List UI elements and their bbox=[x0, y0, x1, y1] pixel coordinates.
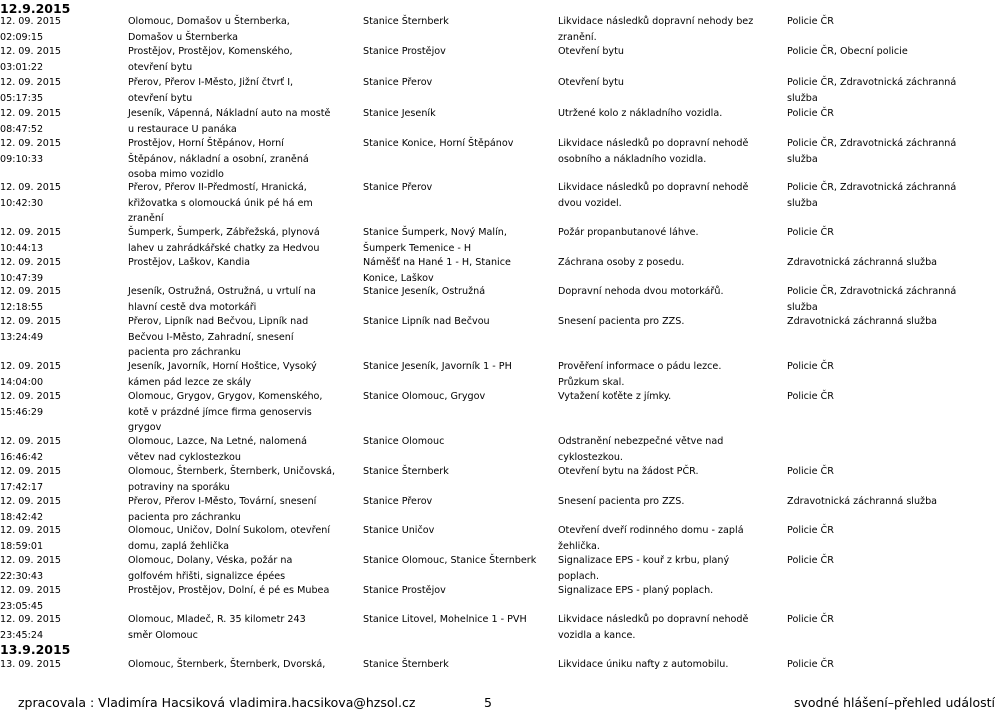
event-datetime: 12. 09. 2015 bbox=[0, 525, 62, 536]
event-units: Policie ČR bbox=[787, 525, 834, 536]
event-station: Stanice Lipník nad Bečvou bbox=[363, 316, 490, 327]
event-location: křižovatka s olomoucká únik pé há em bbox=[128, 197, 313, 209]
event-location: Olomouc, Grygov, Grygov, Komenského, bbox=[128, 391, 323, 402]
event-station: Stanice Prostějov bbox=[363, 585, 446, 596]
event-location: zranění bbox=[128, 213, 164, 224]
event-description: Likvidace následků po dopravní nehodě bbox=[558, 138, 749, 149]
event-datetime: 12. 09. 2015 bbox=[0, 138, 62, 149]
event-location: otevření bytu bbox=[128, 61, 193, 73]
event-units: Zdravotnická záchranná služba bbox=[787, 316, 938, 327]
event-station: Stanice Litovel, Mohelnice 1 - PVH bbox=[363, 614, 527, 625]
event-location: Olomouc, Šternberk, Šternberk, Uničovská, bbox=[128, 466, 336, 477]
event-datetime: 16:46:42 bbox=[0, 451, 44, 463]
event-datetime: 03:01:22 bbox=[0, 61, 44, 73]
event-station: Stanice Šternberk bbox=[363, 659, 449, 670]
event-units: Policie ČR, Zdravotnická záchranná bbox=[787, 77, 957, 88]
event-location: Bečvou I-Město, Zahradní, snesení bbox=[128, 331, 294, 343]
event-units: Zdravotnická záchranná služba bbox=[787, 257, 938, 268]
event-description: Likvidace následků po dopravní nehodě bbox=[558, 182, 749, 193]
event-location: Domašov u Šternberka bbox=[128, 31, 239, 43]
event-location: kámen pád lezce ze skály bbox=[128, 376, 252, 388]
event-description: Likvidace úniku nafty z automobilu. bbox=[558, 659, 729, 670]
event-datetime: 12. 09. 2015 bbox=[0, 436, 62, 447]
event-description: Likvidace následků po dopravní nehodě bbox=[558, 614, 749, 625]
event-units: Policie ČR, Obecní policie bbox=[787, 46, 908, 57]
event-datetime: 12:18:55 bbox=[0, 301, 44, 313]
event-datetime: 10:44:13 bbox=[0, 242, 44, 254]
event-datetime: 12. 09. 2015 bbox=[0, 108, 62, 119]
event-station: Stanice Jeseník, Ostružná bbox=[363, 286, 486, 297]
event-datetime: 17:42:17 bbox=[0, 481, 44, 493]
event-location: Jeseník, Vápenná, Nákladní auto na mostě bbox=[128, 108, 331, 119]
event-location: golfovém hřišti, signalizce épées bbox=[128, 570, 286, 582]
event-station: Stanice Olomouc, Stanice Šternberk bbox=[363, 555, 537, 566]
event-units: Policie ČR bbox=[787, 659, 834, 670]
event-description: zranění. bbox=[558, 31, 597, 43]
event-description: Signalizace EPS - kouř z krbu, planý bbox=[558, 555, 730, 566]
event-datetime: 13. 09. 2015 bbox=[0, 659, 62, 670]
event-station: Stanice Šternberk bbox=[363, 466, 449, 477]
event-station: Stanice Jeseník, Javorník 1 - PH bbox=[363, 361, 512, 372]
event-location: Přerov, Lipník nad Bečvou, Lipník nad bbox=[128, 316, 309, 327]
event-location: Prostějov, Horní Štěpánov, Horní bbox=[128, 138, 284, 149]
event-datetime: 12. 09. 2015 bbox=[0, 361, 62, 372]
event-location: Olomouc, Lazce, Na Letné, nalomená bbox=[128, 436, 308, 447]
event-location: potraviny na sporáku bbox=[128, 481, 230, 493]
event-description: Požár propanbutanové láhve. bbox=[558, 227, 699, 238]
event-station: Stanice Přerov bbox=[363, 182, 433, 193]
footer-report-title: svodné hlášení–přehled událostí bbox=[794, 695, 995, 710]
event-description: žehlička. bbox=[558, 540, 600, 552]
event-datetime: 23:05:45 bbox=[0, 600, 44, 612]
event-datetime: 18:59:01 bbox=[0, 540, 44, 552]
event-station: Stanice Olomouc bbox=[363, 436, 445, 447]
event-station: Náměšť na Hané 1 - H, Stanice bbox=[363, 257, 511, 268]
event-units: Policie ČR bbox=[787, 16, 834, 27]
event-description: Signalizace EPS - planý poplach. bbox=[558, 585, 714, 596]
event-description: dvou vozidel. bbox=[558, 197, 622, 209]
event-units: služba bbox=[787, 92, 818, 104]
event-location: Přerov, Přerov II-Předmostí, Hranická, bbox=[128, 182, 307, 193]
event-station: Šumperk Temenice - H bbox=[363, 242, 472, 254]
event-location: Prostějov, Laškov, Kandia bbox=[128, 257, 250, 268]
event-datetime: 22:30:43 bbox=[0, 570, 44, 582]
event-datetime: 08:47:52 bbox=[0, 123, 44, 135]
event-location: pacienta pro záchranku bbox=[128, 347, 241, 358]
event-datetime: 14:04:00 bbox=[0, 376, 44, 388]
event-location: lahev u zahrádkářské chatky za Hedvou bbox=[128, 242, 320, 254]
event-units: Policie ČR bbox=[787, 227, 834, 238]
event-station: Stanice Přerov bbox=[363, 496, 433, 507]
event-description: Otevření bytu bbox=[558, 77, 624, 88]
event-station: Stanice Konice, Horní Štěpánov bbox=[363, 138, 514, 149]
event-datetime: 12. 09. 2015 bbox=[0, 182, 62, 193]
event-datetime: 12. 09. 2015 bbox=[0, 555, 62, 566]
event-location: pacienta pro záchranku bbox=[128, 511, 241, 523]
event-description: osobního a nákladního vozidla. bbox=[558, 153, 707, 165]
event-description: Otevření bytu na žádost PČR. bbox=[558, 466, 699, 477]
event-datetime: 23:45:24 bbox=[0, 629, 44, 641]
event-location: směr Olomouc bbox=[128, 629, 198, 641]
event-units: služba bbox=[787, 197, 818, 209]
footer-page-number: 5 bbox=[484, 695, 492, 710]
event-location: Šumperk, Šumperk, Zábřežská, plynová bbox=[128, 227, 320, 238]
event-description: Záchrana osoby z posedu. bbox=[558, 257, 685, 268]
event-station: Stanice Šumperk, Nový Malín, bbox=[363, 227, 507, 238]
event-description: Otevření dveří rodinného domu - zaplá bbox=[558, 525, 744, 536]
event-location: Prostějov, Prostějov, Dolní, é pé es Mubea bbox=[128, 585, 330, 596]
event-units: Policie ČR bbox=[787, 614, 834, 625]
event-datetime: 12. 09. 2015 bbox=[0, 496, 62, 507]
event-units: Policie ČR, Zdravotnická záchranná bbox=[787, 286, 957, 297]
event-datetime: 12. 09. 2015 bbox=[0, 286, 62, 297]
event-station: Stanice Jeseník bbox=[363, 108, 436, 119]
event-datetime: 12. 09. 2015 bbox=[0, 257, 62, 268]
event-datetime: 18:42:42 bbox=[0, 511, 44, 523]
event-location: grygov bbox=[128, 422, 162, 433]
event-datetime: 09:10:33 bbox=[0, 153, 44, 165]
event-datetime: 05:17:35 bbox=[0, 92, 44, 104]
event-description: Snesení pacienta pro ZZS. bbox=[558, 496, 685, 507]
event-units: Policie ČR bbox=[787, 361, 834, 372]
event-datetime: 12. 09. 2015 bbox=[0, 391, 62, 402]
event-datetime: 10:47:39 bbox=[0, 272, 44, 284]
day-heading: 12.9.2015 bbox=[0, 1, 71, 16]
event-datetime: 12. 09. 2015 bbox=[0, 227, 62, 238]
event-station: Stanice Šternberk bbox=[363, 16, 449, 27]
event-datetime: 12. 09. 2015 bbox=[0, 16, 62, 27]
event-description: cyklostezkou. bbox=[558, 451, 623, 463]
event-description: Odstranění nebezpečné větve nad bbox=[558, 436, 724, 447]
event-location: Olomouc, Šternberk, Šternberk, Dvorská, bbox=[128, 659, 326, 670]
event-station: Stanice Olomouc, Grygov bbox=[363, 391, 486, 402]
event-description: Otevření bytu bbox=[558, 46, 624, 57]
event-units: Policie ČR bbox=[787, 391, 834, 402]
event-description: Snesení pacienta pro ZZS. bbox=[558, 316, 685, 327]
event-description: Prověření informace o pádu lezce. bbox=[558, 361, 722, 372]
event-units: Zdravotnická záchranná služba bbox=[787, 496, 938, 507]
event-station: Konice, Laškov bbox=[363, 272, 434, 284]
event-station: Stanice Přerov bbox=[363, 77, 433, 88]
day-heading: 13.9.2015 bbox=[0, 642, 71, 657]
event-units: služba bbox=[787, 153, 818, 165]
event-datetime: 12. 09. 2015 bbox=[0, 585, 62, 596]
event-location: větev nad cyklostezkou bbox=[128, 451, 241, 463]
event-location: Jeseník, Javorník, Horní Hoštice, Vysoký bbox=[128, 361, 317, 372]
event-datetime: 12. 09. 2015 bbox=[0, 77, 62, 88]
event-description: poplach. bbox=[558, 570, 599, 582]
event-units: Policie ČR bbox=[787, 555, 834, 566]
event-datetime: 13:24:49 bbox=[0, 331, 44, 343]
event-location: Přerov, Přerov I-Město, Tovární, snesení bbox=[128, 496, 317, 507]
event-location: otevření bytu bbox=[128, 92, 193, 104]
event-units: Policie ČR, Zdravotnická záchranná bbox=[787, 138, 957, 149]
event-location: Olomouc, Dolany, Véska, požár na bbox=[128, 555, 293, 566]
event-datetime: 12. 09. 2015 bbox=[0, 316, 62, 327]
event-units: služba bbox=[787, 301, 818, 313]
event-description: Vytažení koťěte z jímky. bbox=[558, 391, 672, 402]
event-description: Průzkum skal. bbox=[558, 376, 625, 388]
event-location: u restaurace U panáka bbox=[128, 123, 237, 135]
event-location: osoba mimo vozidlo bbox=[128, 169, 224, 180]
event-location: kotě v prázdné jímce firma genoservis bbox=[128, 406, 312, 418]
event-description: vozidla a kance. bbox=[558, 629, 636, 641]
event-location: hlavní cestě dva motorkáři bbox=[128, 301, 257, 313]
event-location: Olomouc, Mladeč, R. 35 kilometr 243 bbox=[128, 614, 306, 625]
event-datetime: 12. 09. 2015 bbox=[0, 46, 62, 57]
event-location: Štěpánov, nákladní a osobní, zraněná bbox=[128, 153, 309, 165]
event-units: Policie ČR bbox=[787, 108, 834, 119]
event-datetime: 10:42:30 bbox=[0, 197, 44, 209]
event-datetime: 15:46:29 bbox=[0, 406, 44, 418]
event-datetime: 02:09:15 bbox=[0, 31, 44, 43]
event-location: domu, zaplá žehlička bbox=[128, 540, 229, 552]
event-location: Olomouc, Uničov, Dolní Sukolom, otevření bbox=[128, 525, 330, 536]
event-units: Policie ČR, Zdravotnická záchranná bbox=[787, 182, 957, 193]
event-location: Olomouc, Domašov u Šternberka, bbox=[128, 16, 290, 27]
event-datetime: 12. 09. 2015 bbox=[0, 466, 62, 477]
event-station: Stanice Prostějov bbox=[363, 46, 446, 57]
event-description: Likvidace následků dopravní nehody bez bbox=[558, 16, 754, 27]
event-units: Policie ČR bbox=[787, 466, 834, 477]
event-description: Dopravní nehoda dvou motorkářů. bbox=[558, 286, 724, 297]
event-location: Prostějov, Prostějov, Komenského, bbox=[128, 46, 293, 57]
event-datetime: 12. 09. 2015 bbox=[0, 614, 62, 625]
event-station: Stanice Uničov bbox=[363, 525, 435, 536]
event-location: Jeseník, Ostružná, Ostružná, u vrtulí na bbox=[128, 286, 316, 297]
event-location: Přerov, Přerov I-Město, Jižní čtvrť I, bbox=[128, 77, 294, 88]
event-description: Utržené kolo z nákladního vozidla. bbox=[558, 108, 723, 119]
footer-author: zpracovala : Vladimíra Hacsiková vladimira.hacsikova@hzsol.cz bbox=[18, 695, 416, 710]
